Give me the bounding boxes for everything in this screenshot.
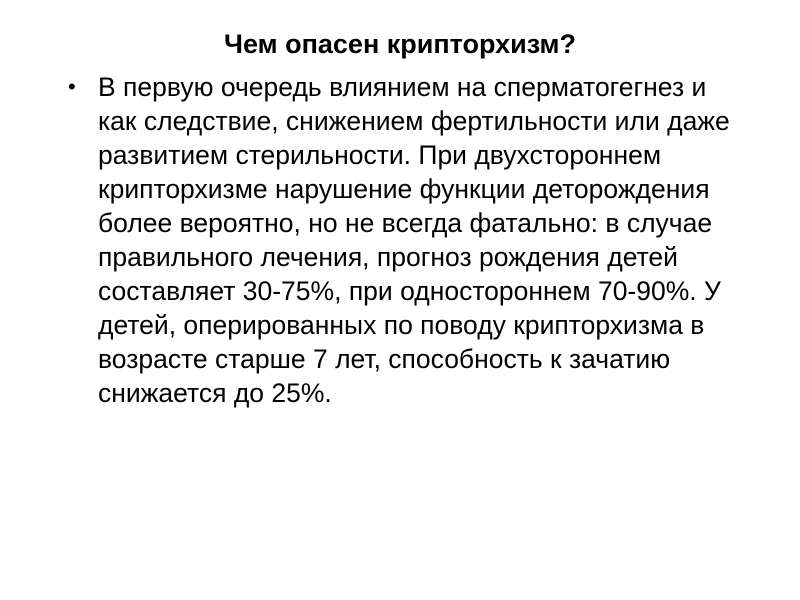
bullet-item — [68, 70, 748, 410]
bullet-icon: • — [68, 74, 76, 99]
bullet-text: В первую очередь влиянием на сперматогегнез и как следствие, снижением фертильности или даже развитием стерильности. При двухстороннем крипторхизме нарушение функции деторождения более вероятно, но не всегда фатально: в случае правильного лечения, прогноз рождения детей составляет 30-75%, при одностороннем 70-90%. У детей, оперированных по поводу крипторхизма в возрасте старше 7 лет, способность к зачатию снижается до 25%. — [98, 72, 730, 408]
slide-title: Чем опасен крипторхизм? — [223, 29, 576, 59]
bullet-list — [68, 70, 748, 410]
